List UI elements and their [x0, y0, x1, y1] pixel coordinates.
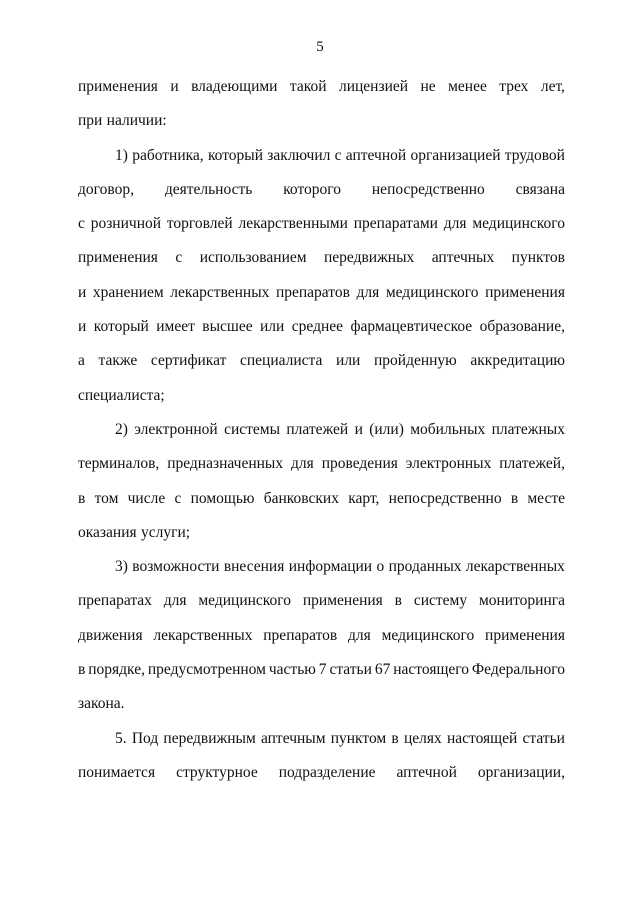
word: с [174, 489, 182, 507]
text-line [78, 722, 565, 756]
text-line [78, 344, 565, 378]
word: и [78, 318, 87, 336]
word: месте [527, 489, 565, 507]
word: препаратами [353, 215, 438, 233]
word: в [394, 592, 402, 610]
paragraph-p-item-5 [78, 722, 565, 791]
page-number: 5 [316, 39, 324, 55]
word: электронной [134, 420, 218, 438]
text-line [78, 550, 565, 584]
word: организации, [477, 763, 565, 781]
text-line [78, 653, 565, 687]
word: передвижным [163, 729, 256, 747]
text-line [78, 482, 565, 516]
word: в [78, 661, 86, 679]
word: внесения [223, 558, 285, 576]
word: аптечным [260, 729, 326, 747]
word: а [78, 352, 85, 370]
word: также [98, 352, 138, 370]
word: образование, [479, 318, 565, 336]
paragraph-p-intro [78, 70, 565, 139]
word: применения [302, 592, 383, 610]
document-body [78, 70, 565, 790]
word: аптечных [431, 249, 495, 267]
word: медицинского [385, 283, 479, 301]
word: порядке, [88, 661, 145, 679]
text-line [78, 104, 565, 138]
word: медицинского [472, 215, 565, 233]
word: торговлей [166, 215, 233, 233]
word: препаратов [275, 283, 350, 301]
word: заключил [267, 146, 331, 164]
word: информации [288, 558, 373, 576]
word: с [175, 249, 183, 267]
word: мобильных [410, 420, 486, 438]
word: помощью [190, 489, 255, 507]
word: о [376, 558, 385, 576]
word: платежных [491, 420, 565, 438]
word: в [391, 729, 399, 747]
word: специалиста; [78, 386, 165, 404]
word: 67 [374, 661, 391, 679]
text-line [78, 310, 565, 344]
word: настоящего [393, 661, 469, 679]
word: высшее [202, 318, 253, 336]
word: специалиста [239, 352, 323, 370]
word: закона. [78, 695, 125, 713]
paragraph-p-item-3 [78, 550, 565, 721]
word: среднее [291, 318, 344, 336]
text-line [78, 241, 565, 275]
word: применения [78, 249, 158, 267]
word: сертификат [150, 352, 227, 370]
text-line [78, 70, 565, 104]
word: менее [448, 78, 487, 95]
word: непосредственно [388, 489, 502, 507]
word: пунктов [511, 249, 565, 267]
text-line [78, 619, 565, 653]
word: для [291, 455, 314, 473]
word: или [336, 352, 361, 370]
word: электронных [405, 455, 492, 473]
word: препаратов [263, 626, 338, 644]
word: трех [499, 78, 529, 95]
text-line [78, 447, 565, 481]
word: медицинского [381, 626, 475, 644]
word: статьи [522, 729, 565, 747]
word: фармацевтическое [350, 318, 473, 336]
text-line [78, 379, 565, 413]
word: имеет [156, 318, 195, 336]
word: карт, [348, 489, 380, 507]
word: для [356, 283, 380, 301]
word: платежей, [499, 455, 565, 473]
paragraph-p-item-1 [78, 139, 565, 413]
word: лет, [540, 78, 565, 95]
word: услуги; [140, 523, 191, 541]
word: настоящей [446, 729, 518, 747]
word: Федерального [471, 661, 565, 679]
word: понимается [78, 763, 156, 781]
word: лекарственных [153, 626, 253, 644]
word: и [354, 420, 363, 438]
word: розничной [90, 215, 162, 233]
word: аккредитацию [470, 352, 565, 370]
word: непосредственно [371, 180, 485, 198]
word: движения [78, 626, 143, 644]
word: в [78, 489, 86, 507]
word: 2) [115, 420, 128, 438]
word: для [348, 626, 371, 644]
word: использованием [199, 249, 307, 267]
word: для [443, 215, 467, 233]
text-line [78, 173, 565, 207]
text-line [78, 687, 565, 721]
word: (или) [369, 420, 404, 438]
text-line [78, 413, 565, 447]
word: пунктом [330, 729, 387, 747]
text-line [78, 756, 565, 790]
text-line [78, 516, 565, 550]
text-line [78, 139, 565, 173]
word: аптечной [345, 146, 407, 164]
word: частью [268, 661, 316, 679]
word: лекарственных [465, 558, 565, 576]
word: с [334, 146, 342, 164]
word: систему [413, 592, 468, 610]
word: предназначенных [167, 455, 284, 473]
word: системы [224, 420, 280, 438]
word: подразделение [278, 763, 376, 781]
word: хранением [92, 283, 164, 301]
word: лицензией [338, 78, 409, 95]
word: аптечной [396, 763, 457, 781]
word: с [78, 215, 85, 233]
word: и [170, 78, 179, 95]
word: пройденную [373, 352, 457, 370]
word: который [207, 146, 264, 164]
word: том [94, 489, 119, 507]
word: не [420, 78, 436, 95]
word: 5. [115, 729, 127, 747]
word: в [510, 489, 519, 507]
word: предусмотренном [147, 661, 266, 679]
word: оказания [78, 523, 137, 541]
word: трудовой [504, 146, 565, 164]
word: применения [485, 283, 565, 301]
word: организацией [410, 146, 501, 164]
word: проданных [388, 558, 462, 576]
word: 1) [115, 146, 128, 164]
word: или [260, 318, 285, 336]
word: проведения [321, 455, 398, 473]
word: терминалов, [78, 455, 160, 473]
paragraph-p-item-2 [78, 413, 565, 550]
word: возможности [132, 558, 220, 576]
word: такой [289, 78, 327, 95]
word: деятельность [164, 180, 253, 198]
word: препаратах [78, 592, 152, 610]
word: медицинского [198, 592, 292, 610]
word: который [93, 318, 149, 336]
word: целях [403, 729, 442, 747]
word: связана [515, 180, 565, 198]
word: применения [78, 78, 158, 95]
word: которого [283, 180, 342, 198]
word: Под [131, 729, 159, 747]
word: 3) [115, 558, 128, 576]
word: числе [127, 489, 166, 507]
word: статьи [329, 661, 372, 679]
word: для [163, 592, 187, 610]
word: 7 [318, 661, 327, 679]
text-line [78, 276, 565, 310]
word: работника, [132, 146, 204, 164]
word: при [78, 112, 103, 130]
text-line [78, 207, 565, 241]
word: применения [485, 626, 565, 644]
word: передвижных [324, 249, 415, 267]
word: банковских [263, 489, 339, 507]
word: наличии: [106, 112, 167, 130]
word: и [78, 283, 87, 301]
word: лекарственных [170, 283, 270, 301]
word: мониторинга [478, 592, 565, 610]
word: платежей [286, 420, 349, 438]
word: договор, [78, 180, 134, 198]
word: владеющими [191, 78, 278, 95]
text-line [78, 584, 565, 618]
word: лекарственными [238, 215, 348, 233]
word: структурное [176, 763, 258, 781]
